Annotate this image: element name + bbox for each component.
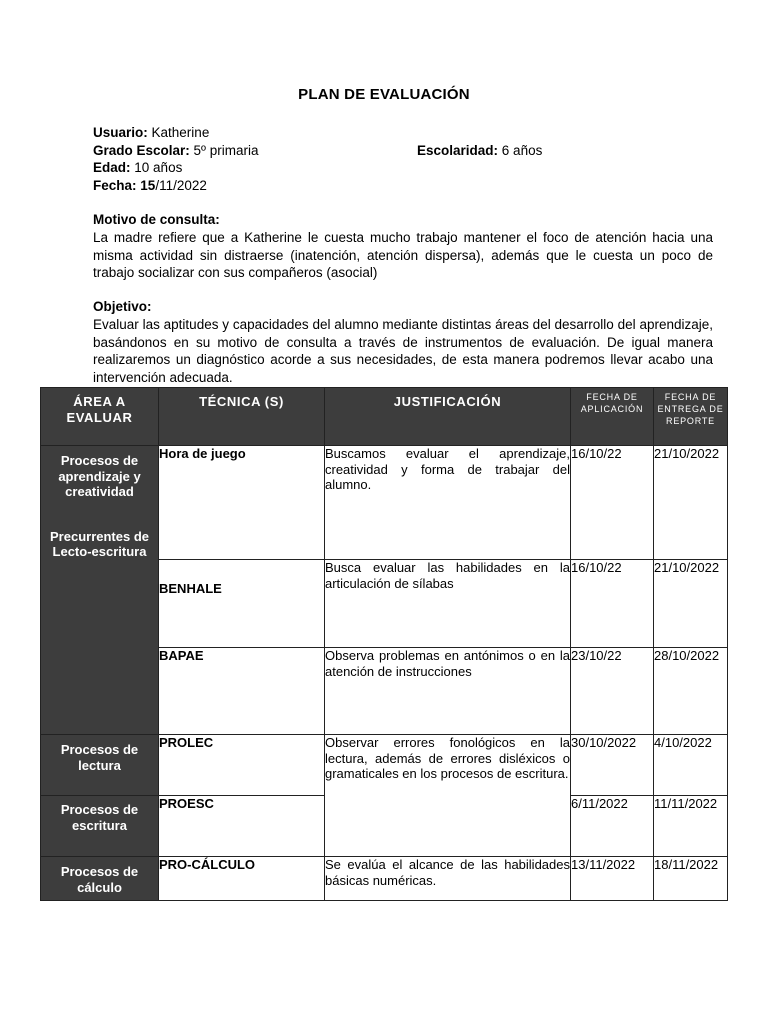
area-escritura xyxy=(41,796,159,857)
area-calculo-label: Procesos de cálculo xyxy=(60,864,139,895)
header-fecha-aplicacion: FECHA DE APLICACIÓN xyxy=(571,388,654,446)
evaluation-table xyxy=(40,387,728,901)
fecha-aplicacion-cell: 30/10/2022 xyxy=(571,735,654,796)
usuario-value: Katherine xyxy=(151,125,210,140)
escolaridad-line xyxy=(417,142,542,160)
fecha-entrega-cell: 21/10/2022 xyxy=(654,560,728,648)
objetivo-text: Evaluar las aptitudes y capacidades del alumno mediante distintas áreas del desarrollo del aprendizaje, basándonos en su motivo de consulta a través de instrumentos de evaluación. De igual manera realizaremos un diagnóstico acorde a sus necesidades, de esta manera podremos llevar acabo una intervención adecuada. xyxy=(93,317,713,385)
table-row xyxy=(41,735,728,796)
tecnica-cell: Hora de juego xyxy=(159,446,325,560)
fecha-day: 15 xyxy=(140,177,156,193)
page-title: PLAN DE EVALUACIÓN xyxy=(298,86,470,103)
edad-value: 10 años xyxy=(134,160,183,175)
fecha-rest: /11/2022 xyxy=(155,177,207,193)
area-calculo xyxy=(41,857,159,901)
grado-line xyxy=(93,142,259,160)
table-row xyxy=(41,857,728,901)
fecha-aplicacion-cell: 23/10/22 xyxy=(571,648,654,735)
tecnica-cell: BENHALE xyxy=(159,560,325,648)
justificacion-cell: Buscamos evaluar el aprendizaje, creatividad y forma de trabajar del alumno. xyxy=(325,446,571,560)
area-lectura-label: Procesos de lectura xyxy=(60,742,139,773)
fecha-line xyxy=(93,177,207,195)
area-lectura xyxy=(41,735,159,796)
header-justificacion: JUSTIFICACIÓN xyxy=(325,388,571,446)
edad-label: Edad: xyxy=(93,160,131,175)
justificacion-cell: Observar errores fonológicos en la lectura, además de errores disléxicos o gramaticales en los procesos de escritura. xyxy=(325,735,571,857)
grado-value: 5º primaria xyxy=(193,142,259,158)
table-header-row xyxy=(41,388,728,446)
fecha-entrega-cell: 28/10/2022 xyxy=(654,648,728,735)
header-tecnica: TÉCNICA (S) xyxy=(159,388,325,446)
edad-line xyxy=(93,159,182,177)
fecha-aplicacion-cell: 6/11/2022 xyxy=(571,796,654,857)
header-fecha-entrega: FECHA DE ENTREGA DE REPORTE xyxy=(654,388,728,446)
usuario-line xyxy=(93,124,209,142)
escolaridad-label: Escolaridad: xyxy=(417,142,499,158)
tecnica-cell: PRO-CÁLCULO xyxy=(159,857,325,901)
table-row xyxy=(41,446,728,560)
motivo-heading: Motivo de consulta: xyxy=(93,212,220,227)
area-aprendizaje-cell xyxy=(41,446,159,735)
escolaridad-value: 6 años xyxy=(501,142,543,158)
fecha-aplicacion-cell: 13/11/2022 xyxy=(571,857,654,901)
fecha-entrega-cell: 4/10/2022 xyxy=(654,735,728,796)
fecha-aplicacion-cell: 16/10/22 xyxy=(571,446,654,560)
objetivo-heading: Objetivo: xyxy=(93,299,152,314)
fecha-aplicacion-cell: 16/10/22 xyxy=(571,560,654,648)
area-precurrentes: Precurrentes de Lecto-escritura xyxy=(50,528,149,559)
justificacion-cell: Observa problemas en antónimos o en la atención de instrucciones xyxy=(325,648,571,735)
area-aprendizaje: Procesos de aprendizaje y creatividad xyxy=(58,453,141,499)
header-area: ÁREA A EVALUAR xyxy=(41,388,159,446)
tecnica-cell: PROLEC xyxy=(159,735,325,796)
fecha-label: Fecha: xyxy=(93,177,137,193)
justificacion-cell: Se evalúa el alcance de las habilidades básicas numéricas. xyxy=(325,857,571,901)
justificacion-cell: Busca evaluar las habilidades en la articulación de sílabas xyxy=(325,560,571,648)
grado-label: Grado Escolar: xyxy=(93,142,190,158)
fecha-entrega-cell: 18/11/2022 xyxy=(654,857,728,901)
area-escritura-label: Procesos de escritura xyxy=(60,802,139,833)
tecnica-cell: BAPAE xyxy=(159,648,325,735)
usuario-label: Usuario: xyxy=(93,125,148,140)
fecha-entrega-cell: 11/11/2022 xyxy=(654,796,728,857)
tecnica-cell: PROESC xyxy=(159,796,325,857)
motivo-text: La madre refiere que a Katherine le cuesta mucho trabajo mantener el foco de atención hacia una misma actividad sin distraerse (inatención, atención dispersa), además que le cuesta un poco de trabajo socializar con sus compañeros (asocial) xyxy=(93,230,713,280)
fecha-entrega-cell: 21/10/2022 xyxy=(654,446,728,560)
